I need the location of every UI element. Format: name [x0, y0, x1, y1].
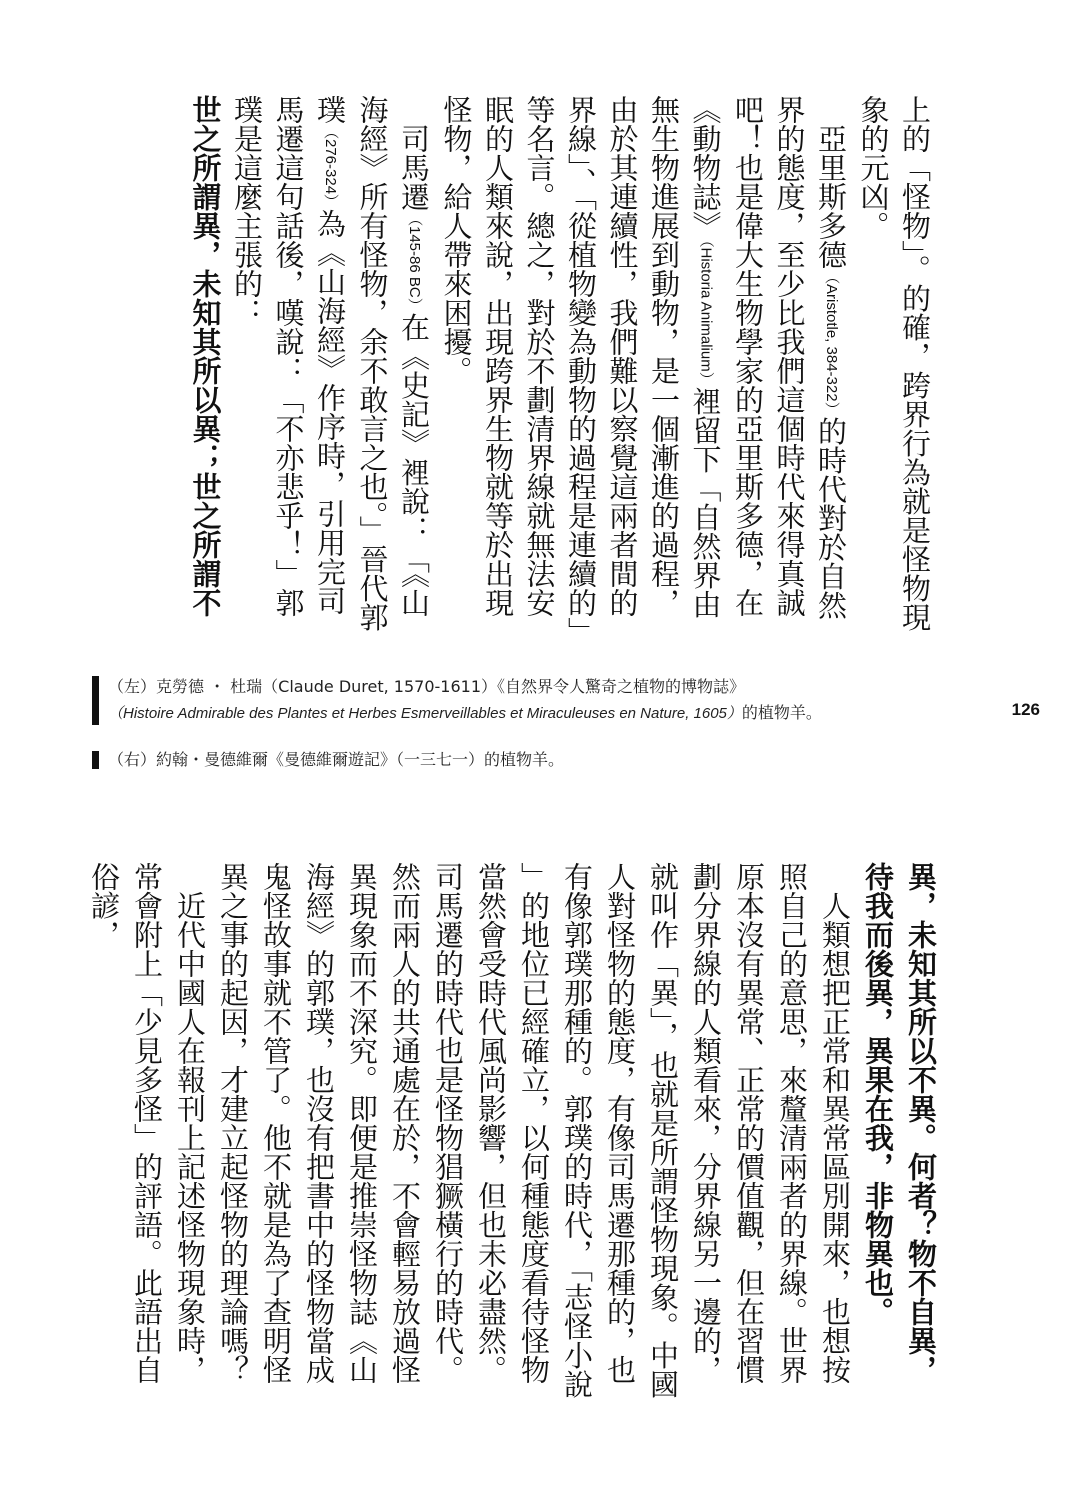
aristotle-name: 亞里斯多德 — [814, 124, 848, 269]
top-paragraph-2 — [435, 95, 852, 635]
guo-pu-dates: （276-324） — [322, 124, 339, 210]
top-paragraph-3 — [226, 95, 436, 635]
caption-left-latin-title: （Histoire Admirable des Plantes et Herbes Esmerveillables et Miraculeuses en Nature, 1605） — [108, 705, 742, 722]
top-paragraph-2-rest: 裡留下「自然界由無生物進展到動物，是一個漸進的過程，由於其連續性，我們難以察覺這兩者間的界線」、「從植物變為動物的過程是連續的」等名言。總之，對於不劃清界線就無法安眠的人類來說，出現跨界生物就等於出現怪物，給人帶來困擾。 — [439, 95, 723, 632]
top-paragraph-1: 上的「怪物」。的確，跨界行為就是怪物現象的元凶。 — [856, 95, 932, 632]
guo-pu-quote-start: 世之所謂異，未知其所以異；世之所謂不 — [188, 95, 223, 617]
aristotle-dates: （Aristotle, 384-322） — [823, 269, 840, 417]
page-number: 126 — [1011, 700, 1040, 719]
sima-qian-name: 司馬遷 — [397, 124, 431, 211]
guo-pu-quote-end: 異，未知其所以不異。何者？物不自異，待我而後異，異果在我，非物異也。 — [861, 862, 938, 1384]
top-paragraph-2-body: 的時代對於自然界的態度，至少比我們這個時代來得真誠吧！也是偉大生物學家的亞里斯多德，在《動物誌》 — [688, 95, 848, 620]
top-paragraph-3-rest: 為《山海經》作序時，引用完司馬遷這句話後，嘆說：「不亦悲乎！」郭璞是這麼主張的： — [230, 95, 347, 617]
bottom-paragraph-2: 近代中國人在報刊上記述怪物現象時，常會附上「少見多怪」的評語。此語出自俗諺， — [87, 862, 207, 1384]
historia-animalium-title: （Historia Animalium） — [697, 240, 715, 387]
caption-right: （右）約翰・曼德維爾《曼德維爾遊記》（一三七一）的植物羊。 — [92, 749, 962, 771]
figure-captions — [92, 674, 962, 771]
top-paragraph-3-body: 在《史記》裡說：「《山海經》所有怪物，余不敢言之也。」晉代郭璞 — [313, 95, 431, 632]
caption-left-title: （左）克勞德 ・ 杜瑞（Claude Duret, 1570-1611）《自然界令人驚奇之植物的博物誌》 — [108, 677, 746, 696]
caption-left-suffix: 的植物羊。 — [741, 703, 822, 722]
sima-qian-dates: （145-86 BC） — [406, 211, 423, 313]
caption-left — [92, 674, 962, 727]
bottom-text-block — [80, 862, 942, 1402]
bottom-paragraph-1: 人類想把正常和異常區別開來，也想按照自己的意思，來釐清兩者的界線。世界原本沒有異常、正常的價值觀，但在習慣劃分界線的人類看來，分界線另一邊的，就叫作「異」，也就是所謂怪物現象。中國人對怪物的態度，有像司馬遷那種的，也有像郭璞那種的。郭璞的時代，「志怪小說」的地位已經確立，以何種態度看待怪物當然會受時代風尚影響，但也未必盡然。司馬遷的時代也是怪物猖獗橫行的時代。然而兩人的共通處在於，不會輕易放過怪異現象而不深究。即便是推崇怪物誌《山海經》的郭璞，也沒有把書中的怪物當成鬼怪故事就不管了。他不就是為了查明怪異之事的起因，才建立起怪物的理論嗎？ — [216, 862, 852, 1399]
top-text-block — [155, 95, 935, 635]
